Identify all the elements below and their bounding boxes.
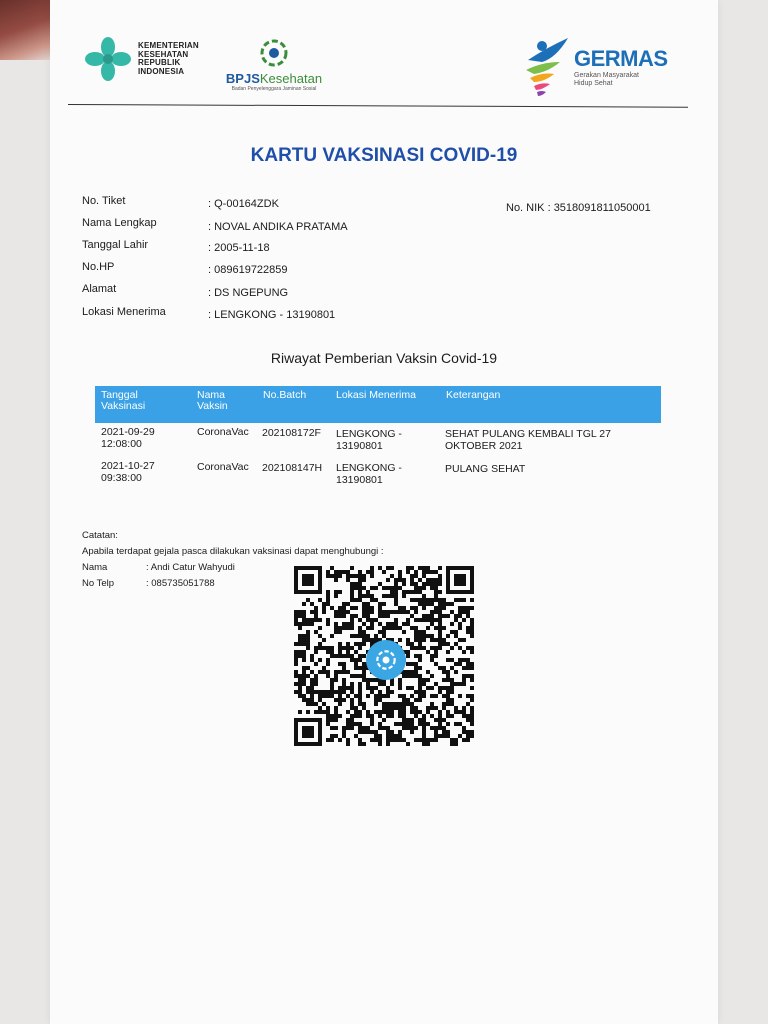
- row-date-time: 09:38:00: [101, 472, 142, 484]
- kemenkes-icon: [82, 36, 134, 82]
- row-note: PULANG SEHAT: [445, 463, 526, 475]
- kemenkes-line-4: INDONESIA: [138, 66, 185, 76]
- row-date: [101, 426, 155, 450]
- header-divider: [68, 104, 688, 108]
- row-date-day: 2021-10-27: [101, 460, 155, 472]
- bpjs-icon: [259, 38, 289, 68]
- header-note: Keterangan: [446, 389, 501, 401]
- contact-phone-label: No Telp: [82, 578, 115, 589]
- row-location-line-1: LENGKONG -: [336, 428, 402, 440]
- nik-value: : 3518091811050001: [547, 202, 651, 214]
- header-vaccine: [197, 390, 228, 412]
- kemenkes-line-2: KESEHATAN: [138, 49, 189, 59]
- header-vaccine-line-2: Vaksin: [197, 400, 228, 412]
- row-batch: 202108172F: [262, 427, 321, 439]
- qr-code: [294, 566, 478, 752]
- row-date-day: 2021-09-29: [101, 426, 155, 438]
- nik-label: No. NIK: [506, 202, 545, 214]
- card-title: KARTU VAKSINASI COVID-19: [250, 145, 518, 166]
- kemenkes-line-3: REPUBLIK: [138, 58, 181, 67]
- contact-name-label: Nama: [82, 562, 108, 573]
- birth-date-value: : 2005-11-18: [208, 242, 270, 254]
- bpjs-name-a: BPJS: [225, 71, 260, 86]
- row-date: [101, 460, 155, 484]
- row-date-time: 12:08:00: [101, 438, 142, 450]
- header-location: Lokasi Menerima: [336, 389, 416, 401]
- row-location: [336, 462, 402, 486]
- address-value: : DS NGEPUNG: [208, 287, 289, 299]
- contact-name-value: : Andi Catur Wahyudi: [146, 562, 235, 573]
- full-name-label: Nama Lengkap: [82, 217, 157, 229]
- header-logos: [0, 0, 768, 110]
- germas-icon: [520, 34, 572, 100]
- row-vaccine: CoronaVac: [197, 426, 249, 438]
- history-title: Riwayat Pemberian Vaksin Covid-19: [270, 350, 498, 366]
- vaccination-history-table: [95, 386, 661, 486]
- bpjs-logo: [222, 38, 326, 92]
- contact-phone-value: : 085735051788: [146, 578, 215, 589]
- phone-label: No.HP: [82, 261, 115, 273]
- notes-heading: Catatan:: [82, 530, 118, 541]
- header-date-line-1: Tanggal: [101, 389, 138, 401]
- header-vaccine-line-1: Nama: [197, 389, 226, 401]
- germas-sub-2: Hidup Sehat: [574, 80, 613, 87]
- address-label: Alamat: [82, 283, 117, 295]
- phone-value: : 089619722859: [208, 264, 288, 276]
- peduli-lindungi-icon: [366, 640, 406, 680]
- row-location-line-1: LENGKONG -: [336, 462, 402, 474]
- kemenkes-logo: [82, 36, 199, 82]
- row-vaccine: CoronaVac: [197, 461, 249, 473]
- row-location-line-2: 13190801: [336, 440, 383, 452]
- germas-logo: [520, 34, 668, 100]
- ticket-label: No. Tiket: [82, 195, 126, 207]
- location-label: Lokasi Menerima: [82, 306, 166, 318]
- row-note: [445, 428, 611, 452]
- notes-contact-line: Apabila terdapat gejala pasca dilakukan vaksinasi dapat menghubungi :: [82, 546, 384, 557]
- bpjs-subtitle: Badan Penyelenggara Jaminan Sosial: [231, 86, 317, 92]
- bpjs-name-b: Kesehatan: [259, 71, 323, 86]
- birth-date-label: Tanggal Lahir: [82, 239, 149, 251]
- row-location: [336, 428, 402, 452]
- kemenkes-line-1: KEMENTERIAN: [138, 41, 199, 50]
- row-location-line-2: 13190801: [336, 474, 383, 486]
- row-note-line-1: SEHAT PULANG KEMBALI TGL 27: [445, 428, 611, 440]
- germas-sub-1: Gerakan Masyarakat: [574, 72, 639, 79]
- row-note-line-2: OKTOBER 2021: [445, 440, 523, 452]
- germas-name: GERMAS: [574, 46, 668, 71]
- location-value: : LENGKONG - 13190801: [208, 309, 336, 321]
- ticket-value: : Q-00164ZDK: [208, 198, 279, 210]
- full-name-value: : NOVAL ANDIKA PRATAMA: [208, 221, 348, 233]
- header-date-line-2: Vaksinasi: [101, 400, 146, 412]
- header-date: [101, 390, 145, 412]
- nik-field: [506, 202, 651, 214]
- header-batch: No.Batch: [263, 389, 307, 401]
- row-batch: 202108147H: [262, 462, 323, 474]
- table-header: [95, 386, 661, 423]
